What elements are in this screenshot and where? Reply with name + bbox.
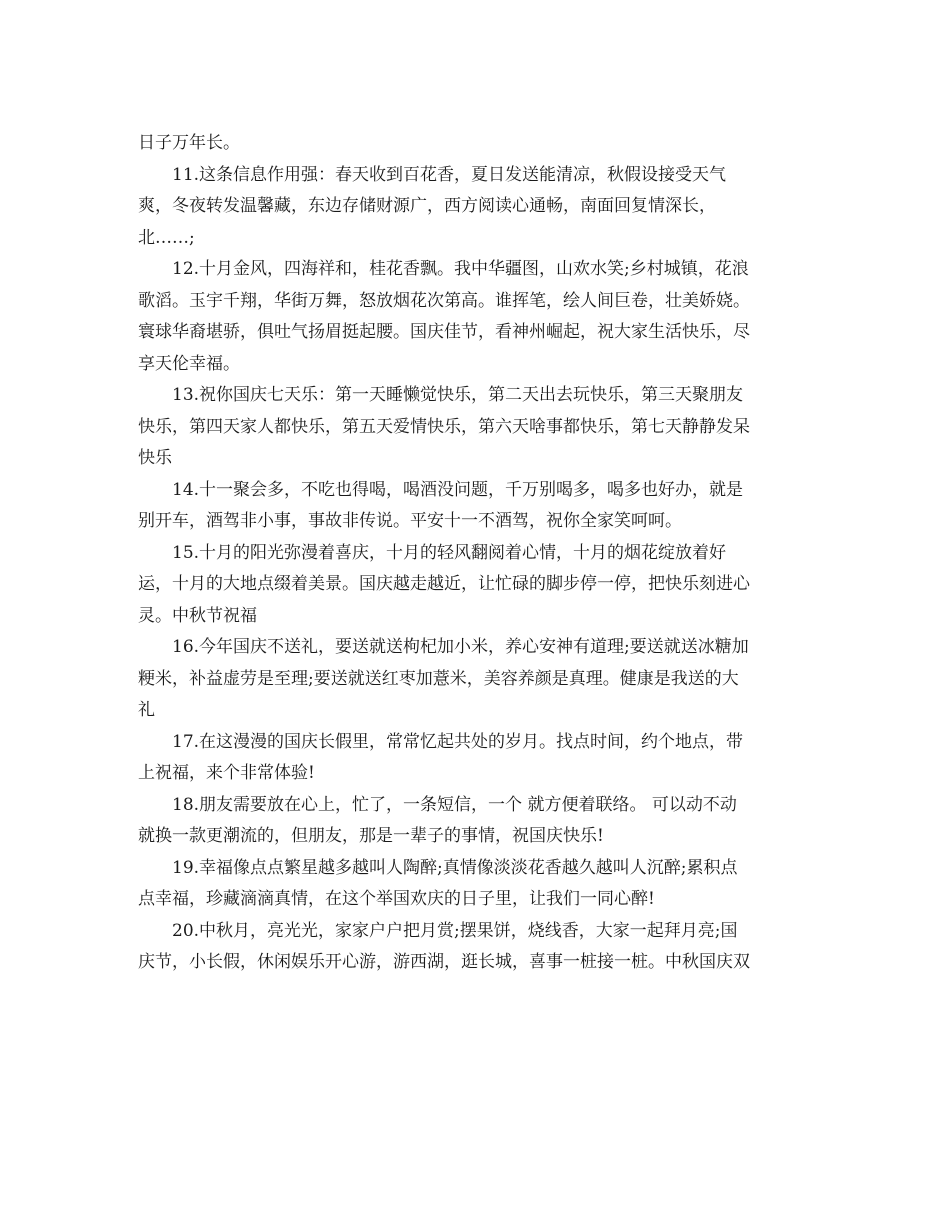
text-line: 爽，冬夜转发温馨藏，东边存储财源广，西方阅读心通畅，南面回复情深长， [138,196,716,216]
text-line: 就换一款更潮流的，但朋友，那是一辈子的事情，祝国庆快乐! [138,826,604,846]
text-line: 礼 [138,700,155,720]
paragraph-14 [138,475,813,538]
text-line: 13.祝你国庆七天乐：第一天睡懒觉快乐，第二天出去玩快乐，第三天聚朋友 [172,385,744,405]
paragraph-19 [138,853,813,916]
paragraph-18 [138,790,813,853]
paragraph-13 [138,380,813,475]
text-line: 17.在这漫漫的国庆长假里，常常忆起共处的岁月。找点时间，约个地点，带 [172,731,744,752]
text-line: 北……; [138,227,195,248]
text-line: 寰球华裔堪骄，俱吐气扬眉挺起腰。国庆佳节，看神州崛起，祝大家生活快乐，尽 [138,322,750,342]
text-line: 11.这条信息作用强：春天收到百花香，夏日发送能清凉，秋假设接受天气 [172,164,727,185]
text-line: 享天伦幸福。 [138,353,240,374]
text-line: 快乐，第四天家人都快乐，第五天爱情快乐，第六天啥事都快乐，第七天静静发呆 [138,416,750,437]
text-line: 15.十月的阳光弥漫着喜庆，十月的轻风翻阅着心情，十月的烟花绽放着好 [172,542,727,563]
text-line: 18.朋友需要放在心上，忙了，一条短信，一个 就方便着联络。 可以动不动 [172,794,737,815]
paragraph-20 [138,916,813,979]
text-line: 14.十一聚会多，不吃也得喝，喝酒没问题，千万别喝多，喝多也好办，就是 [172,479,744,500]
text-line: 点幸福，珍藏滴滴真情，在这个举国欢庆的日子里，让我们一同心醉! [138,889,655,909]
document-body [138,128,813,979]
paragraph-12 [138,254,813,380]
text-line: 别开车，酒驾非小事，事故非传说。平安十一不酒驾，祝你全家笑呵呵。 [138,511,682,531]
text-line: 16.今年国庆不送礼，要送就送枸杞加小米，养心安神有道理;要送就送冰糖加 [172,637,749,657]
text-line: 日子万年长。 [138,133,240,153]
paragraph-11 [138,160,813,255]
text-line: 上祝福，来个非常体验! [138,763,315,783]
text-line: 歌滔。玉宇千翔，华街万舞，怒放烟花次第高。谁挥笔，绘人间巨卷，壮美娇娆。 [138,290,750,311]
text-line: 20.中秋月，亮光光，家家户户把月赏;摆果饼，烧线香，大家一起拜月亮;国 [172,920,738,941]
text-line: 粳米，补益虚劳是至理;要送就送红枣加薏米，美容养颜是真理。健康是我送的大 [138,668,739,689]
text-line: 快乐 [138,448,172,468]
paragraph-17 [138,727,813,790]
text-line: 庆节，小长假，休闲娱乐开心游，游西湖，逛长城，喜事一桩接一桩。中秋国庆双 [138,952,750,972]
text-line: 灵。中秋节祝福 [138,605,257,626]
paragraph-15 [138,538,813,633]
paragraph-10-tail [138,128,813,160]
text-line: 运，十月的大地点缀着美景。国庆越走越近，让忙碌的脚步停一停，把快乐刻进心 [138,574,750,594]
text-line: 19.幸福像点点繁星越多越叫人陶醉;真情像淡淡花香越久越叫人沉醉;累积点 [172,857,738,878]
paragraph-16 [138,632,813,727]
text-line: 12.十月金风，四海祥和，桂花香飘。我中华疆图，山欢水笑;乡村城镇，花浪 [172,259,749,279]
